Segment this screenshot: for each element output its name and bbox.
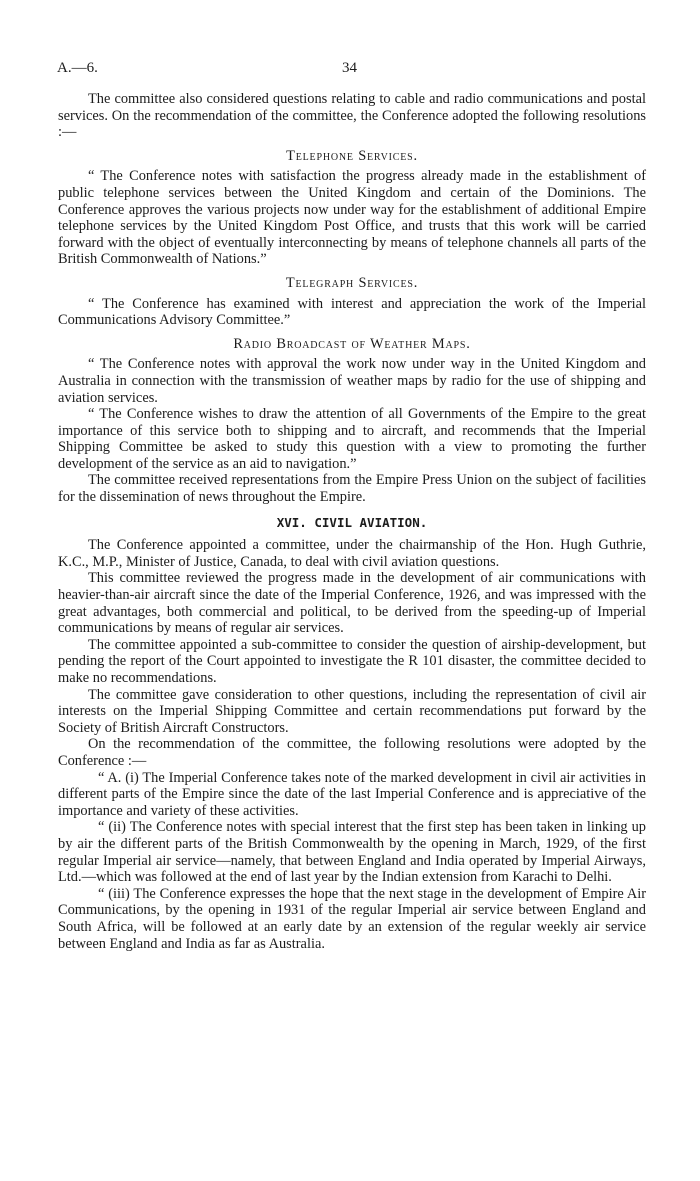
section-heading-civil-aviation: XVI. CIVIL AVIATION. <box>276 514 428 530</box>
subheading-radio-weather-maps: Radio Broadcast of Weather Maps. <box>233 335 471 352</box>
resolution-a-i: “ A. (i) The Imperial Conference takes note of the marked development in civil air activities in different parts of the Empire since the date of the last Imperial Conference and is appreciative of the importance and variety of these activities. <box>58 769 646 819</box>
paragraph-aviation-committee: The Conference appointed a committee, under the chairmanship of the Hon. Hugh Guthrie, K.C., M.P., Minister of Justice, Canada, to deal with civil aviation questions. <box>58 537 646 570</box>
paragraph-other-questions: The committee gave consideration to other questions, including the representation of civil air interests on the Imperial Shipping Committee and certain recommendations put forward by the Society of British Aircraft Constructors. <box>58 686 646 736</box>
document-reference: A.—6. <box>57 60 98 76</box>
page-number: 34 <box>342 60 357 76</box>
paragraph-air-communications: This committee reviewed the progress made in the development of air communications with heavier-than-air aircraft since the date of the Imperial Conference, 1926, and was impressed with the great advantages, both commercial and political, to be derived from the speeding-up of Imperial communications by means of regular air services. <box>58 570 646 637</box>
subheading-telephone-services: Telephone Services. <box>286 147 418 164</box>
resolution-telephone: “ The Conference notes with satisfaction the progress already made in the establishment of public telephone services between the United Kingdom and certain of the Dominions. The Conference approves the various projects now under way for the establishment of additional Empire telephone services by the United Kingdom Post Office, and trusts that this work will be carried forward with the object of eventually interconnecting by means of telephone channels all parts of the British Commonwealth of Nations.” <box>58 168 646 268</box>
document-body <box>58 91 646 952</box>
paragraph-airship: The committee appointed a sub-committee to consider the question of airship-development, but pending the report of the Court appointed to investigate the R 101 disaster, the committee decided to make no recommendations. <box>58 636 646 686</box>
paragraph-communications-intro: The committee also considered questions relating to cable and radio communications and postal services. On the recommendation of the committee, the Conference adopted the following resolutions :— <box>58 91 646 141</box>
resolution-a-iii: “ (iii) The Conference expresses the hope that the next stage in the development of Empire Air Communications, by the opening in 1931 of the regular Imperial air service between England and South Africa, will be followed at an early date by an extension of the regular weekly air service between England and India as far as Australia. <box>58 885 646 952</box>
resolution-weather-maps-1: “ The Conference notes with approval the work now under way in the United Kingdom and Australia in connection with the transmission of weather maps by radio for the use of shipping and aviation services. <box>58 356 646 406</box>
subheading-telegraph-services: Telegraph Services. <box>285 274 419 291</box>
paragraph-resolutions-adopted: On the recommendation of the committee, the following resolutions were adopted by the Conference :— <box>58 736 646 769</box>
resolution-a-ii: “ (ii) The Conference notes with special interest that the first step has been taken in linking up by air the different parts of the British Commonwealth by the opening in March, 1929, of the first regular Imperial air service—namely, that between England and India operated by Imperial Airways, Ltd.—which was followed at the end of last year by the Indian extension from Karachi to Delhi. <box>58 819 646 886</box>
resolution-weather-maps-2: “ The Conference wishes to draw the attention of all Governments of the Empire to the great importance of this service both to shipping and to aircraft, and recommends that the Imperial Shipping Committee be asked to study this question with a view to promoting the further development of the service as an aid to navigation.” <box>58 406 646 472</box>
paragraph-press-union: The committee received representations from the Empire Press Union on the subject of facilities for the dissemination of news throughout the Empire. <box>58 472 646 506</box>
resolution-telegraph: “ The Conference has examined with interest and appreciation the work of the Imperial Communications Advisory Committee.” <box>58 295 646 329</box>
